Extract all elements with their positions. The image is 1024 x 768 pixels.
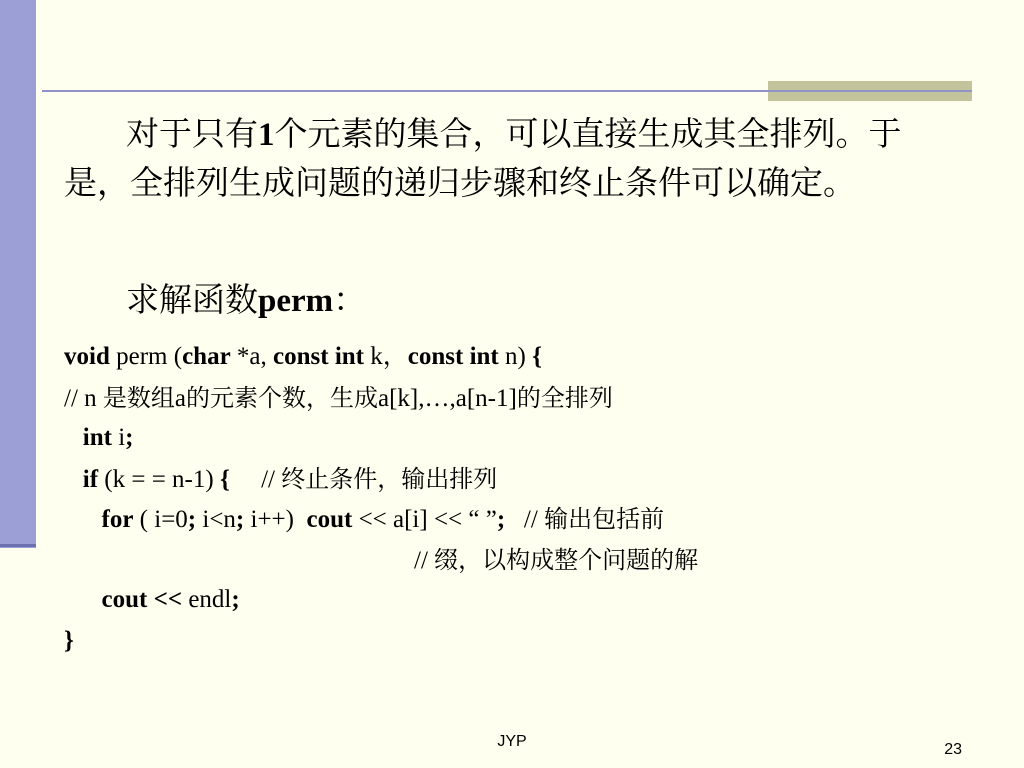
- comment-text: 的全排列: [516, 383, 613, 412]
- indent: [64, 424, 83, 451]
- semicolon: ;: [187, 506, 197, 533]
- keyword-char: char: [182, 343, 231, 370]
- accent-block: [768, 81, 972, 101]
- comment-text: 的元素个数，生成: [186, 383, 379, 412]
- indent: [64, 466, 83, 493]
- keyword-for: for: [101, 506, 134, 533]
- intro-text-2: 个元素的集合，可以直接生成其全排列。于是，全排列生成问题的递归步骤和终止条件可以确定。: [64, 114, 902, 202]
- open-brace: {: [532, 343, 542, 370]
- stream-operator: <<: [153, 586, 183, 613]
- function-heading-colon: ：: [333, 280, 367, 319]
- close-brace: }: [64, 626, 74, 654]
- code-text: i++): [244, 506, 307, 533]
- code-text: *a,: [230, 343, 274, 370]
- code-text: k，: [364, 343, 408, 370]
- comment-text: 缀，以构成整个问题的解: [434, 545, 699, 574]
- intro-number: 1: [258, 117, 275, 153]
- open-brace: {: [219, 465, 230, 493]
- keyword-cout: cout: [101, 586, 148, 613]
- comment-text: //: [505, 506, 545, 533]
- left-decorative-bar: [0, 0, 36, 548]
- code-line-5: [64, 499, 964, 540]
- keyword-const-int: const int: [273, 343, 365, 370]
- comment-text: 终止条件，输出排列: [281, 464, 498, 493]
- indent: [64, 506, 102, 533]
- page-number: 23: [944, 741, 962, 758]
- code-line-6: [64, 540, 964, 581]
- comment-text: // n: [64, 384, 103, 412]
- code-line-2: [64, 378, 964, 419]
- code-line-3: [64, 418, 964, 459]
- code-line-1: [64, 337, 964, 378]
- code-line-7: [64, 580, 964, 621]
- left-bar-underline: [0, 544, 36, 547]
- comment-text: //: [414, 546, 435, 574]
- keyword-void: void: [64, 343, 110, 370]
- function-name: perm: [258, 283, 334, 319]
- keyword-const-int: const int: [407, 343, 499, 370]
- semicolon: ;: [125, 424, 134, 451]
- function-heading: [64, 276, 954, 325]
- code-text: i: [111, 424, 126, 451]
- comment-text: a[k],…,a[n-1]: [378, 384, 517, 412]
- code-text: endl: [182, 586, 232, 613]
- code-text: n): [498, 343, 533, 370]
- code-line-8: [64, 621, 964, 662]
- comment-text: //: [229, 465, 282, 493]
- semicolon: ;: [235, 506, 245, 533]
- indent: [64, 586, 102, 613]
- intro-paragraph: [64, 110, 954, 207]
- code-text: perm (: [109, 343, 183, 370]
- footer-author: JYP: [497, 733, 527, 750]
- comment-text: a: [174, 384, 187, 412]
- function-heading-text: 求解函数: [126, 280, 258, 319]
- code-text: (k = = n-1): [98, 465, 220, 493]
- code-block: [64, 337, 964, 661]
- code-text: << a[i] << “ ”: [352, 506, 497, 533]
- semicolon: ;: [231, 586, 240, 613]
- code-line-4: [64, 459, 964, 500]
- comment-text: 输出包括前: [544, 505, 665, 533]
- semicolon: ;: [496, 506, 506, 533]
- indent: [64, 547, 414, 574]
- comment-text: 是数组: [102, 383, 175, 412]
- code-text: i<n: [196, 506, 236, 533]
- keyword-int: int: [82, 424, 112, 451]
- intro-text-1: 对于只有: [126, 114, 258, 153]
- keyword-if: if: [82, 465, 99, 493]
- keyword-cout: cout: [306, 506, 353, 533]
- code-text: ( i=0: [133, 506, 188, 533]
